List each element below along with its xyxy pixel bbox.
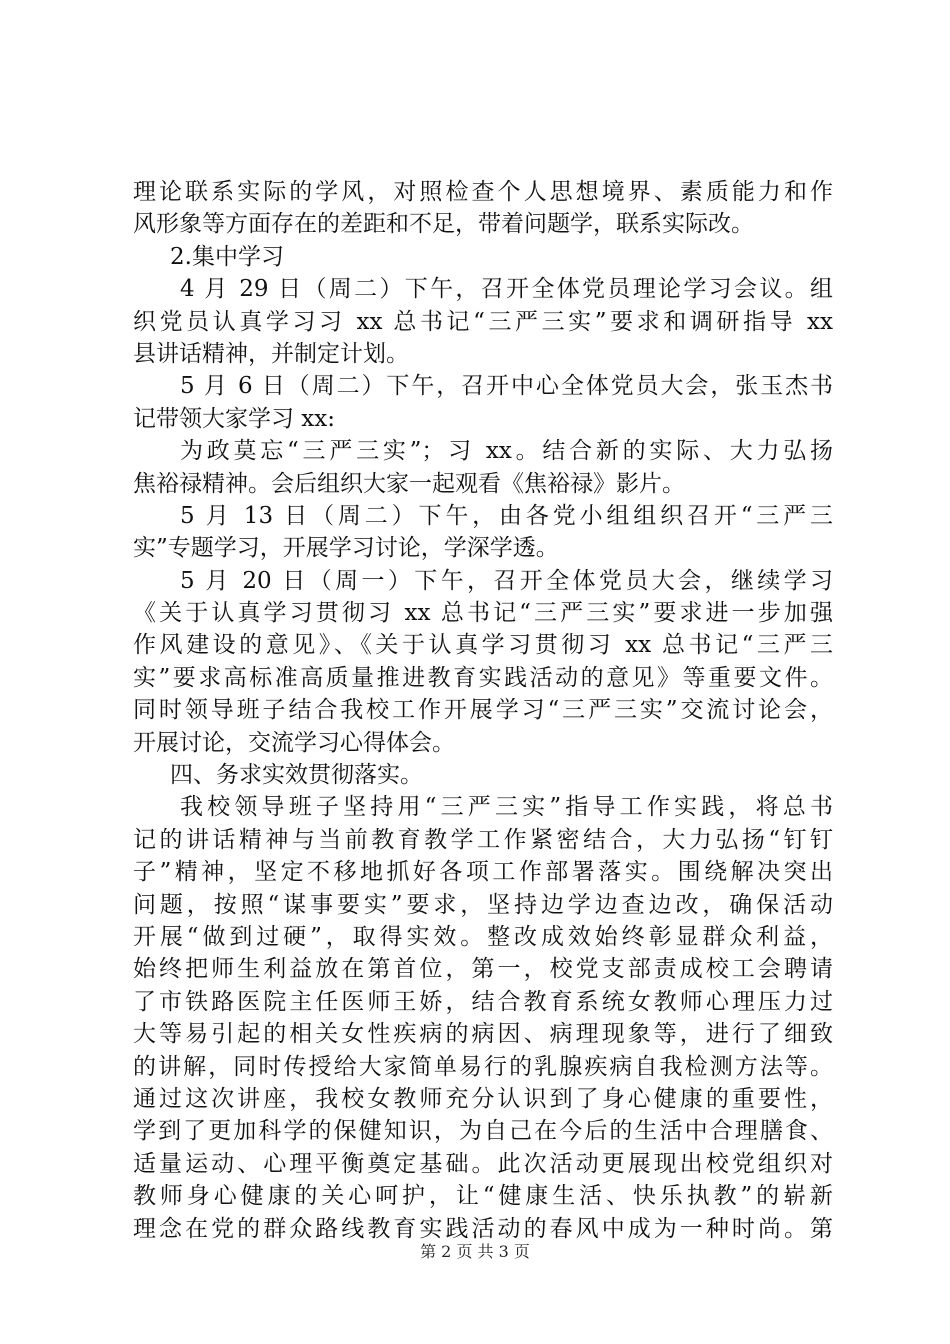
text-line: 《关于认真学习贯彻习 xx 总书记“三严三实”要求进一步加强 [133, 600, 833, 627]
text-line: 通过这次讲座，我校女教师充分认识到了身心健康的重要性， [133, 1085, 833, 1112]
text-line: 记的讲话精神与当前教育教学工作紧密结合，大力弘扬“钉钉 [133, 826, 833, 853]
text-line: 理念在党的群众路线教育实践活动的春风中成为一种时尚。第 [133, 1215, 833, 1242]
text-line: 理论联系实际的学风，对照检查个人思想境界、素质能力和作 [133, 179, 833, 205]
text-line: 学到了更加科学的保健知识，为自己在今后的生活中合理膳食、 [133, 1118, 833, 1145]
text-line: 大等易引起的相关女性疾病的病因、病理现象等，进行了细致 [133, 1021, 833, 1048]
text-line: 开展“做到过硬”，取得实效。整改成效始终彰显群众利益， [133, 923, 833, 950]
text-line: 始终把师生利益放在第首位，第一，校党支部责成校工会聘请 [133, 956, 833, 983]
text-line: 2.集中学习 [170, 243, 284, 270]
text-line: 5 月 6 日（周二）下午，召开中心全体党员大会，张玉杰书 [180, 373, 833, 400]
text-line: 四、务求实效贯彻落实。 [170, 762, 423, 789]
text-line: 焦裕禄精神。会后组织大家一起观看《焦裕禄》影片。 [133, 470, 685, 497]
page-footer: 第 2 页 共 3 页 [420, 1242, 530, 1261]
text-line: 为政莫忘“三严三实”；习 xx。结合新的实际、大力弘扬 [180, 438, 833, 465]
text-line: 适量运动、心理平衡奠定基础。此次活动更展现出校党组织对 [133, 1150, 833, 1177]
text-line: 子”精神，坚定不移地抓好各项工作部署落实。围绕解决突出 [133, 859, 833, 886]
document-body [133, 176, 833, 1245]
text-line: 4 月 29 日（周二）下午，召开全体党员理论学习会议。组 [180, 276, 833, 303]
text-line: 记带领大家学习 xx: [133, 405, 336, 432]
text-line: 了市铁路医院主任医师王娇，结合教育系统女教师心理压力过 [133, 988, 833, 1015]
text-line: 5 月 20 日（周一）下午，召开全体党员大会，继续学习 [180, 567, 833, 594]
text-line: 我校领导班子坚持用“三严三实”指导工作实践，将总书 [180, 794, 833, 821]
text-line: 的讲解，同时传授给大家简单易行的乳腺疾病自我检测方法等。 [133, 1053, 833, 1080]
text-line: 问题，按照“谋事要实”要求，坚持边学边查边改，确保活动 [133, 891, 833, 918]
text-line: 县讲话精神，并制定计划。 [133, 340, 409, 367]
text-line: 织党员认真学习习 xx 总书记“三严三实”要求和调研指导 xx [133, 308, 833, 335]
text-line: 风形象等方面存在的差距和不足，带着问题学，联系实际改。 [133, 211, 754, 238]
text-line: 教师身心健康的关心呵护，让“健康生活、快乐执教”的崭新 [133, 1183, 833, 1210]
text-line: 实”专题学习，开展学习讨论，学深学透。 [133, 535, 559, 562]
text-line: 5 月 13 日（周二）下午，由各党小组组织召开“三严三 [180, 502, 833, 529]
text-line: 作风建设的意见》、《关于认真学习贯彻习 xx 总书记“三严三 [133, 632, 833, 659]
text-line: 实”要求高标准高质量推进教育实践活动的意见》等重要文件。 [133, 664, 833, 691]
text-line: 同时领导班子结合我校工作开展学习“三严三实”交流讨论会， [133, 697, 833, 724]
text-line: 开展讨论，交流学习心得体会。 [133, 729, 455, 756]
